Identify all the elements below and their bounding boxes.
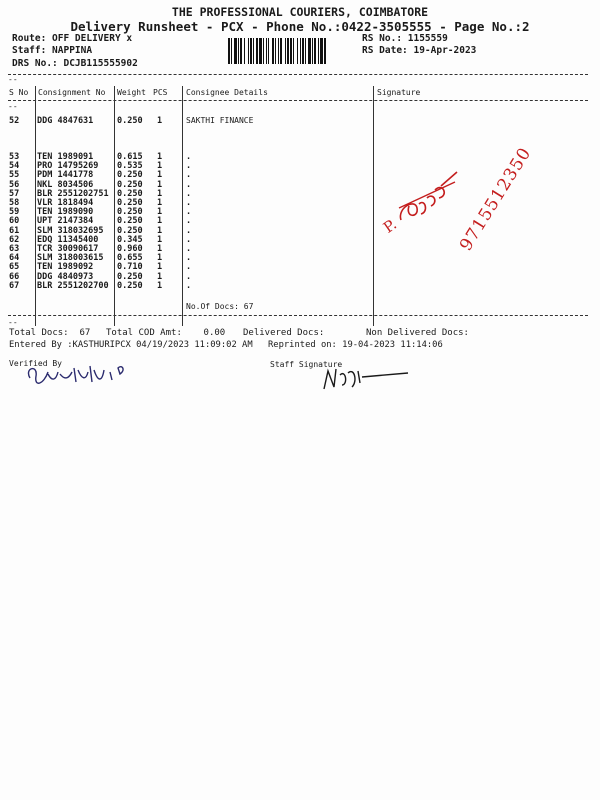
row-pcs: 1 xyxy=(157,225,163,236)
rs-number: RS No.: 1155559 xyxy=(362,33,448,44)
col-sno: S No xyxy=(9,88,29,97)
barcode-bar xyxy=(278,38,279,64)
row-consignment: DDG 4840973 xyxy=(37,271,94,282)
barcode-bar xyxy=(300,38,301,64)
row-weight: 0.250 xyxy=(117,216,143,227)
handwritten-phone-number: 9715512350 xyxy=(456,143,536,255)
row-consignment: NKL 8034506 xyxy=(37,179,94,190)
barcode-bar xyxy=(253,38,254,64)
row-pcs: 1 xyxy=(157,262,163,273)
divider xyxy=(8,100,588,101)
row-pcs: 1 xyxy=(157,207,163,218)
barcode-bar xyxy=(256,38,258,64)
row-consignment: VLR 1818494 xyxy=(37,198,94,208)
row-weight: 0.535 xyxy=(117,161,143,172)
row-consignment: TEN 1989090 xyxy=(37,207,94,218)
row-consignment: SLM 318003615 xyxy=(37,253,104,264)
col-consignee-details: Consignee Details xyxy=(186,88,268,97)
row-consignee: SAKTHI FINANCE xyxy=(186,116,254,125)
row-pcs: 1 xyxy=(157,179,163,190)
barcode-bar xyxy=(231,38,232,64)
red-signature-scribble xyxy=(395,168,465,228)
barcode-bar xyxy=(244,38,245,64)
barcode-bar xyxy=(318,38,319,64)
row-consignment: TCR 30090617 xyxy=(37,244,99,254)
row-weight: 0.250 xyxy=(117,280,143,291)
barcode-bar xyxy=(297,38,298,64)
row-weight: 0.250 xyxy=(117,198,143,208)
dash-marker: -- xyxy=(8,102,18,111)
total-cod: Total COD Amt: 0.00 xyxy=(106,328,226,338)
row-weight: 0.615 xyxy=(117,152,143,162)
row-pcs: 1 xyxy=(157,152,163,162)
row-consignee: . xyxy=(186,253,192,264)
col-signature: Signature xyxy=(377,88,421,97)
row-sno: 53 xyxy=(9,152,20,162)
row-sno: 52 xyxy=(9,116,20,126)
row-consignee: . xyxy=(186,244,192,254)
col-weight: Weight xyxy=(117,88,146,97)
row-pcs: 1 xyxy=(157,116,163,126)
column-rule xyxy=(35,86,36,326)
row-sno: 64 xyxy=(9,253,20,264)
barcode-bar xyxy=(266,38,267,64)
barcode-bar xyxy=(302,38,304,64)
row-weight: 0.655 xyxy=(117,253,143,264)
company-title: THE PROFESSIONAL COURIERS, COIMBATORE xyxy=(171,5,429,19)
row-consignment: PRO 14795269 xyxy=(37,161,99,172)
row-sno: 65 xyxy=(9,262,20,273)
row-pcs: 1 xyxy=(157,244,163,254)
barcode-bar xyxy=(272,38,274,64)
row-weight: 0.250 xyxy=(117,179,143,190)
no-of-docs: No.Of Docs: 67 xyxy=(186,302,254,311)
row-consignee: . xyxy=(186,170,192,181)
row-pcs: 1 xyxy=(157,234,163,245)
row-pcs: 1 xyxy=(157,253,163,264)
row-pcs: 1 xyxy=(157,198,163,208)
row-sno: 63 xyxy=(9,244,20,254)
row-weight: 0.250 xyxy=(117,116,143,126)
row-consignee: . xyxy=(186,152,192,162)
row-pcs: 1 xyxy=(157,216,163,227)
barcode-bar xyxy=(320,38,323,64)
row-weight: 0.960 xyxy=(117,244,143,254)
row-weight: 0.250 xyxy=(117,225,143,236)
row-sno: 60 xyxy=(9,216,20,227)
barcode-bar xyxy=(250,38,252,64)
row-consignment: SLM 318032695 xyxy=(37,225,104,236)
row-sno: 61 xyxy=(9,225,20,236)
dash-marker: -- xyxy=(8,75,18,84)
staff-signature xyxy=(318,363,418,399)
row-consignment: PDM 1441778 xyxy=(37,170,94,181)
barcode-bar xyxy=(263,38,264,64)
row-consignee: . xyxy=(186,225,192,236)
barcode-bar xyxy=(314,38,316,64)
column-rule xyxy=(182,86,183,326)
barcode-bar xyxy=(308,38,311,64)
row-weight: 0.345 xyxy=(117,234,143,245)
dash-marker: -- xyxy=(8,318,18,327)
row-consignment: TEN 1989091 xyxy=(37,152,94,162)
row-sno: 54 xyxy=(9,161,20,172)
barcode-bar xyxy=(275,38,276,64)
barcode-bar xyxy=(234,38,237,64)
row-pcs: 1 xyxy=(157,170,163,181)
row-sno: 67 xyxy=(9,280,20,291)
row-consignment: BLR 2551202751 xyxy=(37,188,109,199)
row-consignee: . xyxy=(186,262,192,273)
route-label: Route: OFF DELIVERY x xyxy=(12,33,133,44)
row-pcs: 1 xyxy=(157,280,163,291)
barcode-bar xyxy=(280,38,282,64)
runsheet-title: Delivery Runsheet - PCX - Phone No.:0422-3505555 - Page No.:2 xyxy=(70,19,530,34)
non-delivered-docs: Non Delivered Docs: xyxy=(366,328,469,338)
row-weight: 0.250 xyxy=(117,271,143,282)
divider xyxy=(8,74,588,75)
staff-label: Staff: NAPPINA xyxy=(12,45,93,56)
barcode-bar xyxy=(293,38,294,64)
divider xyxy=(8,315,588,316)
barcode-bar xyxy=(248,38,249,64)
col-pcs: PCS xyxy=(153,88,168,97)
barcode-image xyxy=(228,38,354,64)
reprinted-on: Reprinted on: 19-04-2023 11:14:06 xyxy=(268,340,443,350)
row-weight: 0.250 xyxy=(117,188,143,199)
row-consignee: . xyxy=(186,216,192,227)
row-consignee: . xyxy=(186,161,192,172)
verified-by-label: Verified By xyxy=(9,359,62,368)
row-consignment: TEN 1989092 xyxy=(37,262,94,273)
barcode-bar xyxy=(259,38,262,64)
row-sno: 58 xyxy=(9,198,20,208)
row-consignment: EDQ 11345400 xyxy=(37,234,99,245)
barcode-bar xyxy=(312,38,313,64)
row-pcs: 1 xyxy=(157,161,163,172)
barcode-bar xyxy=(324,38,326,64)
row-sno: 59 xyxy=(9,207,20,218)
delivered-docs: Delivered Docs: xyxy=(243,328,325,338)
barcode-bar xyxy=(285,38,286,64)
barcode-bar xyxy=(305,38,306,64)
row-consignment: DDG 4847631 xyxy=(37,116,94,126)
total-docs: Total Docs: 67 xyxy=(9,328,91,338)
col-consignment: Consignment No xyxy=(38,88,106,97)
row-consignee: . xyxy=(186,271,192,282)
entered-by: Entered By :KASTHURIPCX 04/19/2023 11:09:02 AM xyxy=(9,340,253,350)
verifier-signature xyxy=(22,360,132,390)
staff-signature-label: Staff Signature xyxy=(270,360,343,369)
row-sno: 66 xyxy=(9,271,20,282)
row-consignee: . xyxy=(186,188,192,199)
barcode-bar xyxy=(228,38,230,64)
row-consignee: . xyxy=(186,207,192,218)
row-consignment: BLR 2551202700 xyxy=(37,280,109,291)
row-sno: 55 xyxy=(9,170,20,181)
row-pcs: 1 xyxy=(157,188,163,199)
row-weight: 0.250 xyxy=(117,207,143,218)
rs-date: RS Date: 19-Apr-2023 xyxy=(362,45,477,56)
row-consignee: . xyxy=(186,280,192,291)
row-sno: 57 xyxy=(9,188,20,199)
barcode-bar xyxy=(268,38,269,64)
drs-number: DRS No.: DCJB115555902 xyxy=(12,58,138,69)
barcode-bar xyxy=(238,38,239,64)
row-weight: 0.250 xyxy=(117,170,143,181)
row-pcs: 1 xyxy=(157,271,163,282)
handwritten-initial: P. xyxy=(380,215,401,237)
barcode-bar xyxy=(240,38,242,64)
row-weight: 0.710 xyxy=(117,262,143,273)
barcode-bar xyxy=(287,38,289,64)
row-consignee: . xyxy=(186,198,192,208)
row-sno: 56 xyxy=(9,179,20,190)
column-rule xyxy=(114,86,115,326)
column-rule xyxy=(373,86,374,326)
row-consignee: . xyxy=(186,179,192,190)
row-sno: 62 xyxy=(9,234,20,245)
row-consignment: UPT 2147384 xyxy=(37,216,94,227)
barcode-bar xyxy=(290,38,292,64)
row-consignee: . xyxy=(186,234,192,245)
